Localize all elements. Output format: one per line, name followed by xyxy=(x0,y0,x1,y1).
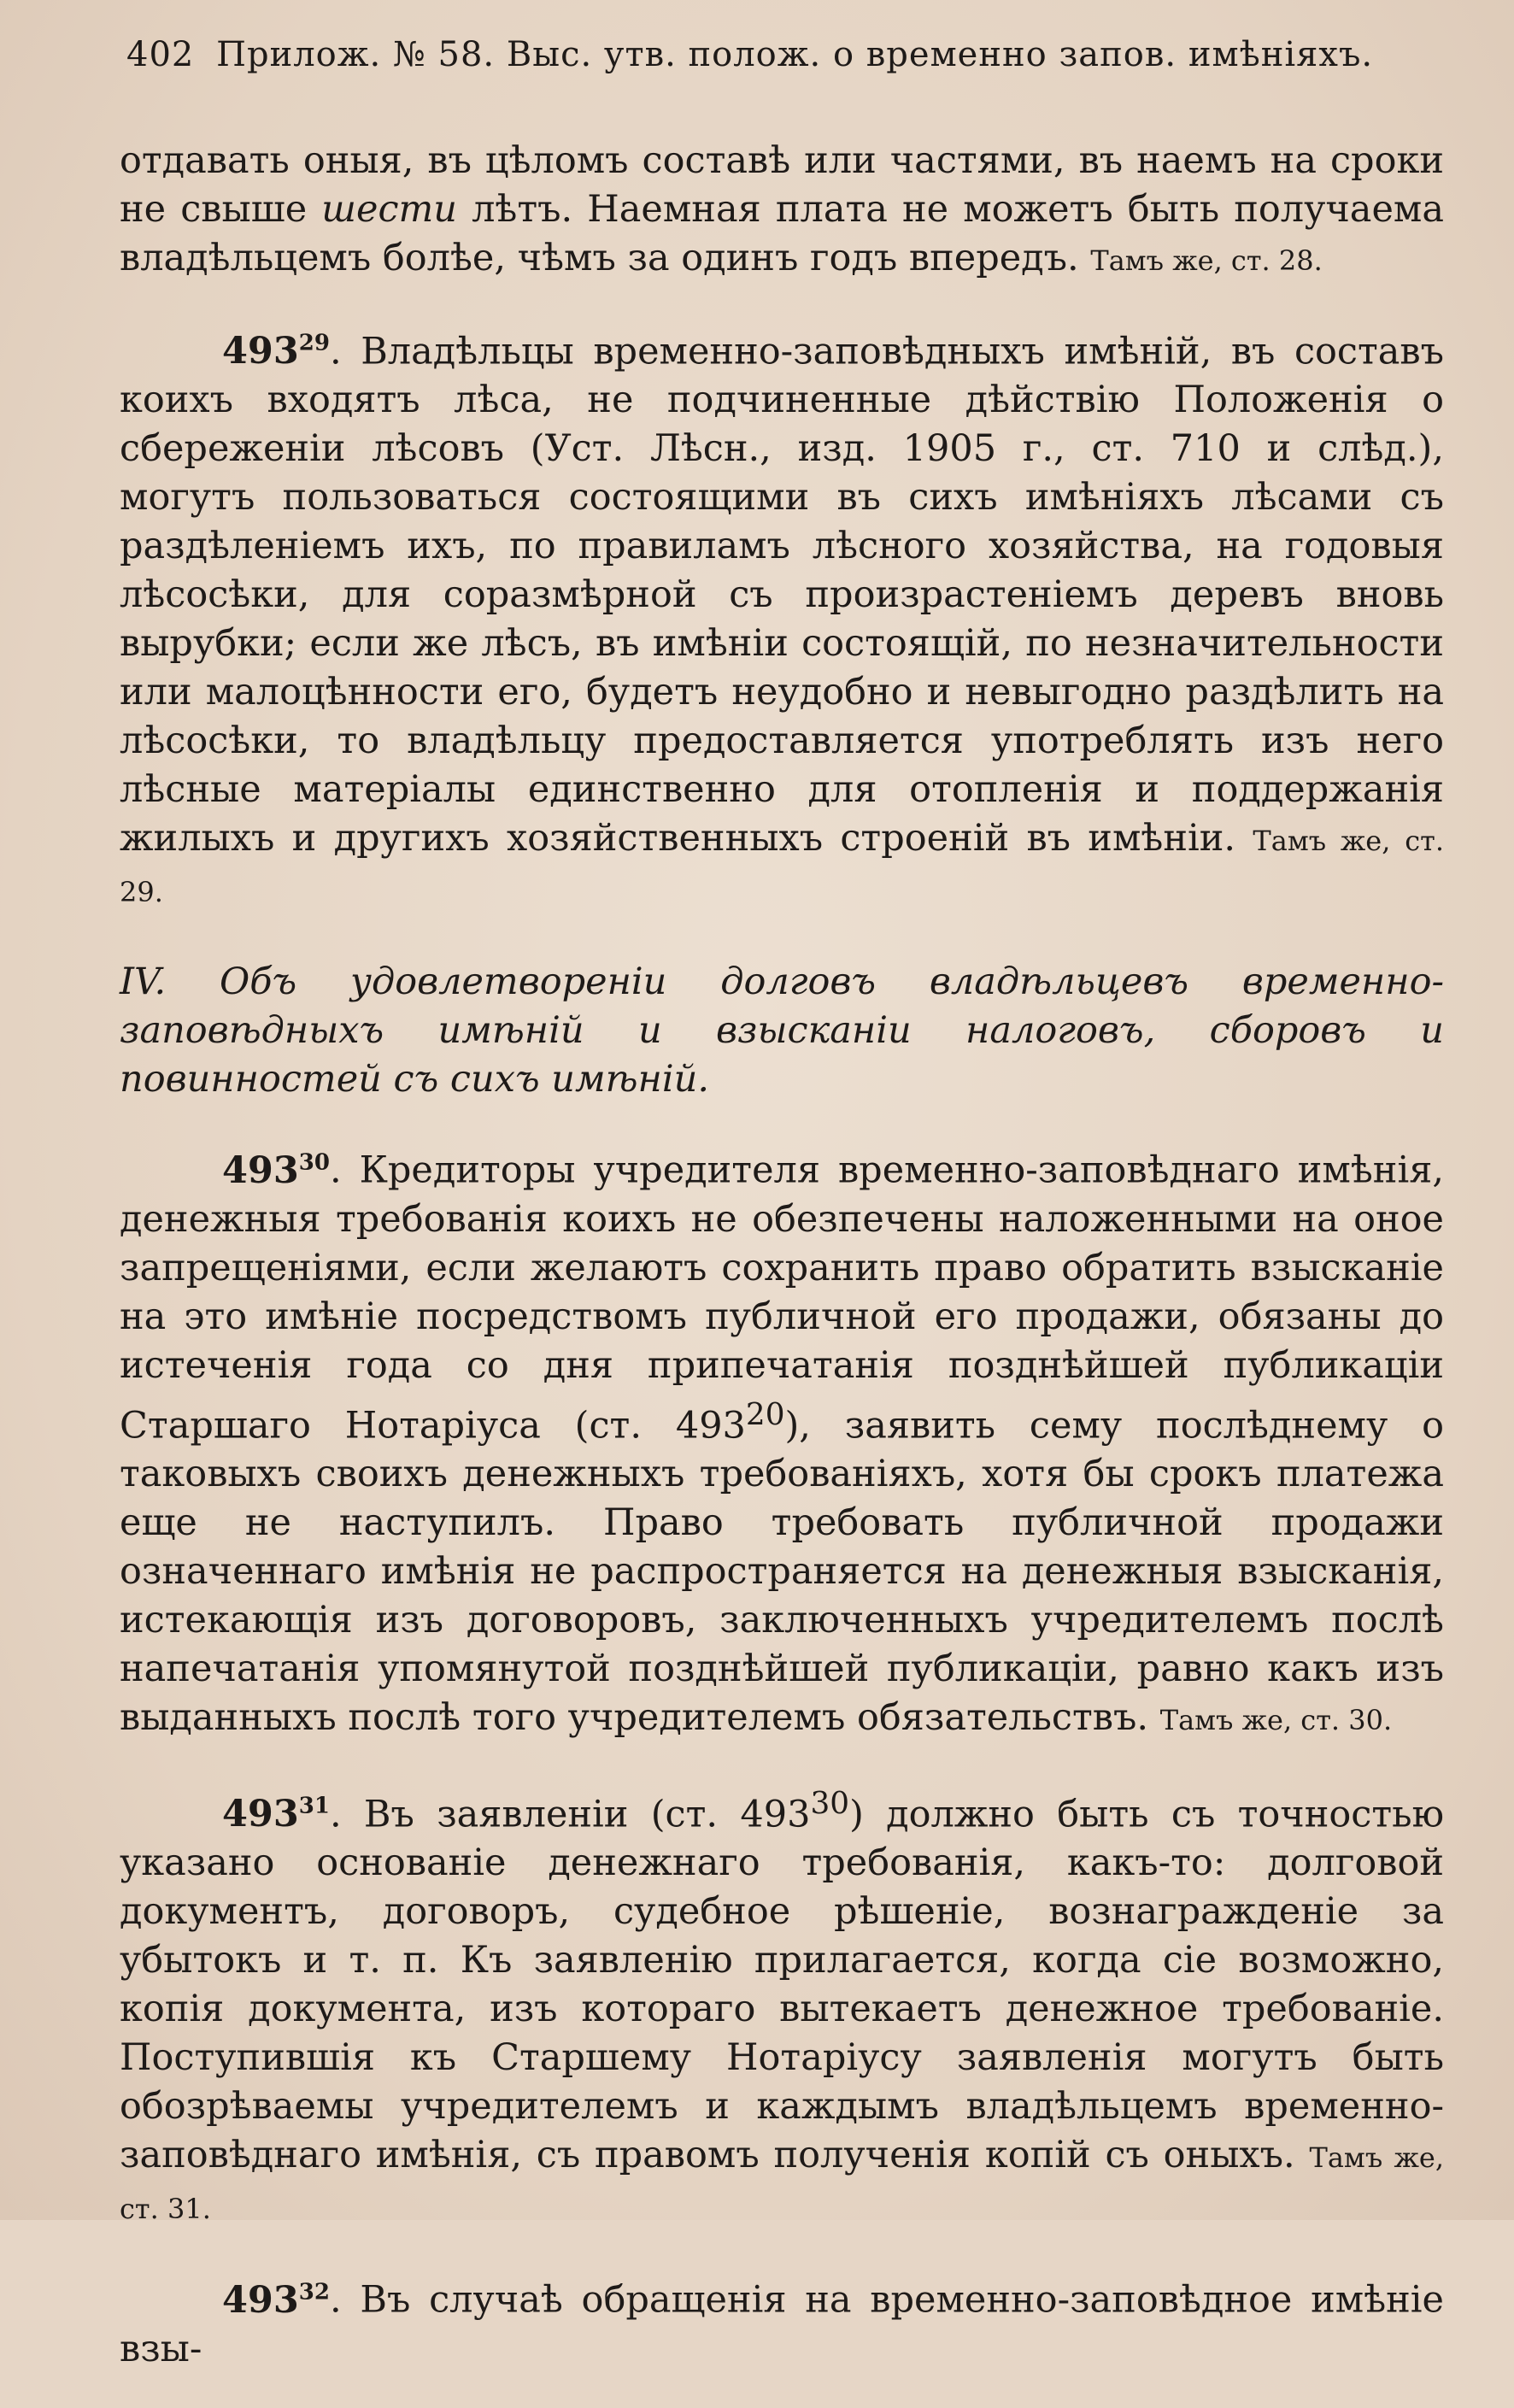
paragraph-text: . Въ случаѣ обращенія на временно-заповѣдное имѣніе взы- xyxy=(120,2278,1444,2370)
article-number: $493^{31}$ xyxy=(222,1793,330,1836)
article-number: $493^{30}$ xyxy=(222,1148,330,1192)
paragraph-text: . Въ заявленіи (ст. 493 xyxy=(329,1793,811,1836)
section-heading: IV. Объ удовлетвореніи долговъ владѣльцевъ временно-заповѣдныхъ имѣній и взысканіи налоговъ, сборовъ и повинностей съ сихъ имѣній. xyxy=(120,960,1444,1101)
body-text xyxy=(120,137,1444,2408)
article-number: $493^{29}$ xyxy=(222,330,330,373)
source-citation: Тамъ же, ст. 29. xyxy=(120,825,1444,909)
source-citation: Тамъ же, ст. 31. xyxy=(120,2141,1444,2226)
paragraph-text: . Владѣльцы временно-заповѣдныхъ имѣній, въ составъ коихъ входятъ лѣса, не подчиненные дѣйствію Положенія о сбереженіи лѣсовъ (Уст. Лѣсн., изд. 1905 г., ст. 710 и слѣд.), могутъ пользоваться состоящими въ сихъ имѣніяхъ лѣсами съ раздѣленіемъ ихъ, по правиламъ лѣсного хозяйства, на годовыя лѣсосѣки, для соразмѣрной съ произрастеніемъ деревъ вновь вырубки; если же лѣсъ, въ имѣніи состоящій, по незначительности или малоцѣнности его, будетъ неудобно и невыгодно раздѣлить на лѣсосѣки, то владѣльцу предоставляется употреблять изъ него лѣсные матеріалы единственно для отопленія и поддержанія жилыхъ и другихъ хозяйственныхъ строеній въ имѣніи. xyxy=(120,330,1444,860)
paragraph-text: ), заявить сему послѣднему о таковыхъ своихъ денежныхъ требованіяхъ, хотя бы срокъ платежа еще не наступилъ. Право требовать публичной продажи означеннаго имѣнія не распространяется на денежныя взысканія, истекающія изъ договоровъ, заключенныхъ учредителемъ послѣ напечатанія упомянутой позднѣйшей публикаціи, равно какъ изъ выданныхъ послѣ того учредителемъ обязательствъ. xyxy=(120,1403,1444,1739)
article-493-29 xyxy=(120,320,1444,917)
running-header xyxy=(126,29,1382,80)
reference-superscript: 20 xyxy=(745,1396,785,1432)
reference-superscript: 30 xyxy=(810,1785,850,1821)
source-citation: Тамъ же, ст. 30. xyxy=(1159,1703,1393,1736)
paragraph-text: . Кредиторы учредителя временно-заповѣднаго имѣнія, денежныя требованія коихъ не обезпечены наложенными на оное запрещеніями, если желаютъ сохранить право обратить взысканіе на это имѣніе посредствомъ публичной его продажи, обязаны до истеченія года со дня припечатанія позднѣйшей публикаціи Старшаго Нотаріуса (ст. 493 xyxy=(120,1148,1444,1447)
article-493-30 xyxy=(120,1138,1444,1745)
article-493-31 xyxy=(120,1779,1444,2234)
article-493-32 xyxy=(120,2268,1444,2373)
page-number: 402 xyxy=(126,35,195,74)
italic-emphasis: шести xyxy=(321,188,457,231)
paragraph-text: ) должно быть съ точностью указано основаніе денежнаго требованія, какъ-то: долговой документъ, договоръ, судебное рѣшеніе, вознагражденіе за убытокъ и т. п. Къ заявленію прилагается, когда сіе возможно, копія документа, изъ котораго вытекаетъ денежное требованіе. Поступившія къ Старшему Нотаріусу заявленія могутъ быть обозрѣваемы учредителемъ и каждымъ владѣльцемъ временно-заповѣднаго имѣнія, съ правомъ полученія копій съ оныхъ. xyxy=(120,1793,1445,2177)
running-title: Прилож. № 58. Выс. утв. полож. о временно запов. имѣніяхъ. xyxy=(216,35,1374,74)
article-number: $493^{32}$ xyxy=(222,2278,330,2322)
paragraph-text: лѣтъ. Наемная плата не можетъ быть получаема владѣльцемъ болѣе, чѣмъ за одинъ годъ впередъ. xyxy=(120,188,1444,279)
source-citation: Тамъ же, ст. 28. xyxy=(1090,244,1323,277)
paragraph-text: отдавать оныя, въ цѣломъ составѣ или частями, въ наемъ на сроки не свыше xyxy=(120,139,1444,231)
paragraph-continuation xyxy=(120,137,1444,285)
